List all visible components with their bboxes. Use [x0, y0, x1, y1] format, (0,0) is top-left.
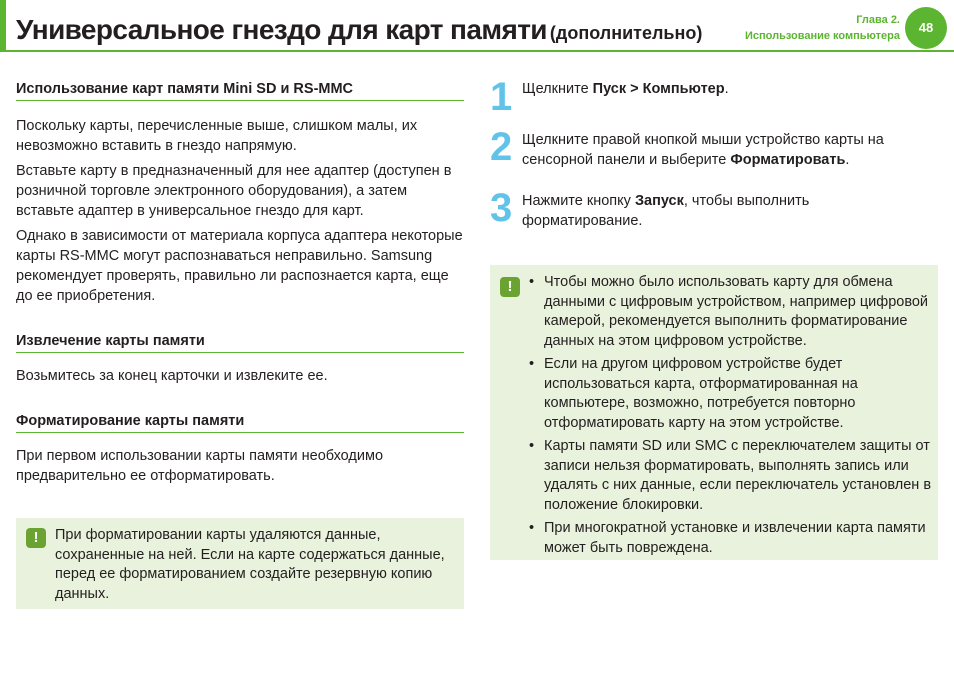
step-text — [522, 79, 922, 99]
paragraph: Вставьте карту в предназначенный для нее адаптер (доступен в розничной торговле электронного оборудования), а затем вставьте адаптер в универсальное гнездо для карт. — [16, 163, 452, 219]
header-divider — [0, 50, 954, 52]
step-command: Запуск — [634, 193, 684, 209]
paragraph: Возьмитесь за конец карточки и извлеките ее. — [16, 368, 328, 384]
header-accent-bar — [0, 0, 6, 52]
paragraph: Поскольку карты, перечисленные выше, слишком малы, их невозможно вставить в гнездо напрямую. — [16, 118, 418, 154]
section-heading-format-card: Форматирование карты памяти — [16, 413, 464, 433]
step-text-part: . — [845, 152, 850, 168]
step-text — [522, 191, 922, 231]
paragraph: При первом использовании карты памяти необходимо предварительно ее отформатировать. — [16, 448, 384, 484]
list-item: • Если на другом цифровом устройстве будет использоваться карта, отформатированная на компьютере, возможно, потребуется повторно отформатировать карту на этом устройстве. — [526, 355, 932, 433]
step-command: Форматировать — [730, 152, 846, 168]
chapter-label: Глава 2. — [856, 14, 900, 26]
step-text-part: . — [724, 81, 729, 97]
chapter-name: Использование компьютера — [744, 30, 900, 42]
step-command: Пуск > Компьютер — [592, 81, 725, 97]
note-text: При форматировании карты удаляются данные, сохраненные на ней. Если на карте содержаться данные, перед ее форматированием создайте резервную копию данных. — [55, 527, 445, 602]
warning-icon: ! — [500, 277, 520, 297]
section-heading-mini-sd: Использование карт памяти Mini SD и RS-MMC — [16, 81, 464, 101]
list-item: • При многократной установке и извлечении карта памяти может быть повреждена. — [526, 519, 932, 558]
step-text-part: Нажмите кнопку — [522, 193, 635, 209]
step-text — [522, 130, 922, 170]
step-number: 2 — [490, 125, 513, 169]
page-title-main: Универсальное гнездо для карт памяти — [16, 14, 547, 45]
step-number: 1 — [490, 75, 513, 119]
step-text-part: Щелкните правой кнопкой мыши устройство карты на сенсорной панели и выберите — [522, 132, 884, 168]
step-text-part: , чтобы выполнить форматирование. — [522, 193, 810, 229]
page-title — [16, 10, 702, 47]
section-heading-remove-card: Извлечение карты памяти — [16, 333, 464, 353]
page-title-sub: (дополнительно) — [549, 23, 703, 43]
tips-list — [526, 273, 932, 562]
chapter-info — [745, 12, 900, 44]
paragraph: Однако в зависимости от материала корпуса адаптера некоторые карты RS-MMC могут распознаваться неправильно. Samsung рекомендует проверять, правильно ли распознается карта, еще до ее приобретения. — [16, 228, 463, 304]
format-tips-note — [490, 265, 938, 560]
list-item: • Карты памяти SD или SMC с переключателем защиты от записи нельзя форматировать, выполнять запись или удалять с них данные, если переключатель установлен в положение блокировки. — [526, 437, 932, 515]
warning-icon: ! — [26, 528, 46, 548]
page-number-badge: 48 — [905, 7, 947, 49]
format-warning-note — [16, 518, 464, 609]
list-item: • Чтобы можно было использовать карту для обмена данными с цифровым устройством, например цифровой камерой, рекомендуется выполнить форматирование данных на этом цифровом устройстве. — [526, 273, 932, 351]
step-number: 3 — [490, 186, 513, 230]
step-text-part: Щелкните — [522, 81, 593, 97]
